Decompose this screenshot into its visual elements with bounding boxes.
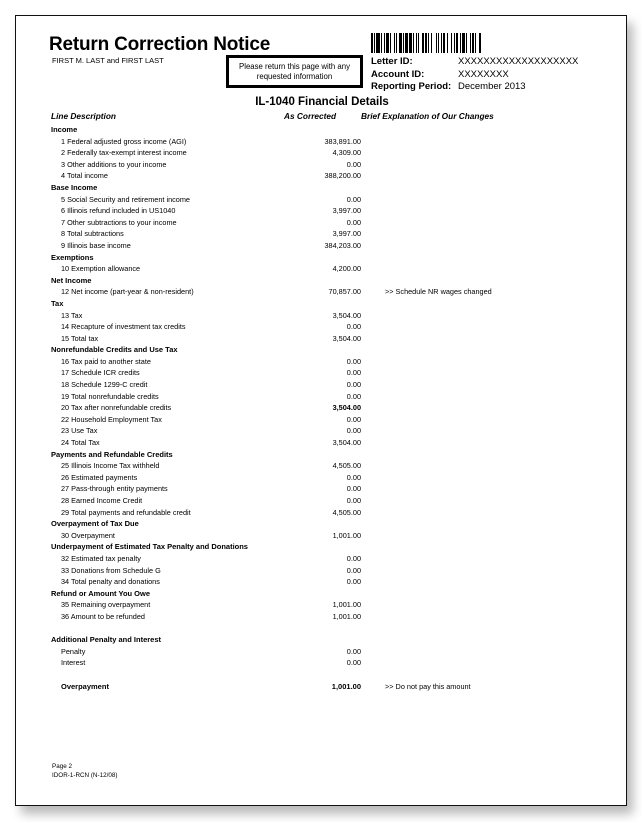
table-row bbox=[51, 159, 611, 171]
line-amount: 0.00 bbox=[346, 368, 361, 378]
reporting-period-value: December 2013 bbox=[458, 81, 526, 92]
section-heading: Nonrefundable Credits and Use Tax bbox=[51, 345, 178, 355]
line-amount: 383,891.00 bbox=[324, 136, 361, 146]
table-row bbox=[51, 507, 611, 519]
table-row bbox=[51, 379, 611, 391]
reporting-period-row bbox=[371, 81, 578, 94]
line-description: 35 Remaining overpayment bbox=[61, 600, 151, 610]
line-amount: 1,001.00 bbox=[332, 530, 361, 540]
line-amount: 0.00 bbox=[346, 565, 361, 575]
line-description: 6 Illinois refund included in US1040 bbox=[61, 206, 176, 216]
line-amount: 4,309.00 bbox=[332, 148, 361, 158]
line-description: 33 Donations from Schedule G bbox=[61, 565, 161, 575]
line-description: 36 Amount to be refunded bbox=[61, 611, 145, 621]
line-amount: 3,997.00 bbox=[332, 206, 361, 216]
line-description: 9 Illinois base income bbox=[61, 240, 131, 250]
line-description: 15 Total tax bbox=[61, 333, 99, 343]
table-row bbox=[51, 565, 611, 577]
table-row bbox=[51, 414, 611, 426]
details-title: IL-1040 Financial Details bbox=[255, 96, 389, 108]
line-explanation bbox=[361, 553, 385, 565]
line-amount: 3,997.00 bbox=[332, 229, 361, 239]
section-heading: Payments and Refundable Credits bbox=[51, 449, 173, 459]
table-row bbox=[51, 321, 611, 333]
section-heading: Net Income bbox=[51, 275, 92, 285]
line-description: 10 Exemption allowance bbox=[61, 264, 141, 274]
table-row bbox=[51, 530, 611, 542]
line-amount: 0.00 bbox=[346, 159, 361, 169]
financial-details-lines bbox=[51, 124, 611, 693]
line-amount: 0.00 bbox=[346, 646, 361, 656]
reporting-period-label: Reporting Period: bbox=[371, 81, 452, 92]
line-amount: 3,504.00 bbox=[332, 310, 361, 320]
table-row bbox=[51, 483, 611, 495]
column-header-explanation: Brief Explanation of Our Changes bbox=[361, 111, 494, 121]
line-explanation bbox=[361, 240, 385, 252]
line-amount: 0.00 bbox=[346, 496, 361, 505]
line-explanation bbox=[361, 228, 385, 240]
line-amount: 0.00 bbox=[346, 380, 361, 390]
line-explanation bbox=[361, 483, 385, 495]
line-description: 20 Tax after nonrefundable credits bbox=[61, 403, 172, 413]
table-row bbox=[51, 495, 611, 507]
summary-row bbox=[51, 681, 611, 693]
table-row bbox=[51, 599, 611, 611]
line-explanation bbox=[361, 205, 385, 217]
line-amount: 0.00 bbox=[346, 356, 361, 366]
table-row bbox=[51, 437, 611, 449]
table-row bbox=[51, 657, 611, 669]
line-explanation bbox=[361, 576, 385, 588]
line-amount: 4,505.00 bbox=[332, 461, 361, 471]
table-row bbox=[51, 205, 611, 217]
line-explanation bbox=[361, 379, 385, 391]
line-description: 19 Total nonrefundable credits bbox=[61, 391, 159, 401]
table-row bbox=[51, 228, 611, 240]
line-description: 25 Illinois Income Tax withheld bbox=[61, 461, 160, 471]
section-heading: Base Income bbox=[51, 182, 98, 192]
section-heading: Exemptions bbox=[51, 252, 94, 262]
table-row bbox=[51, 611, 611, 623]
line-description: 7 Other subtractions to your income bbox=[61, 217, 177, 227]
line-explanation bbox=[361, 263, 385, 275]
line-amount: 0.00 bbox=[346, 577, 361, 587]
table-row bbox=[51, 194, 611, 206]
form-id: IDOR-1-RCN (N-12/08) bbox=[52, 772, 118, 779]
summary-amount: 1,001.00 bbox=[331, 681, 361, 691]
line-amount: 4,505.00 bbox=[332, 507, 361, 517]
letter-id-value: XXXXXXXXXXXXXXXXXXX bbox=[458, 56, 579, 67]
page-footer bbox=[52, 762, 117, 780]
section-heading: Overpayment of Tax Due bbox=[51, 519, 139, 529]
line-amount: 3,504.00 bbox=[332, 438, 361, 448]
line-explanation bbox=[361, 530, 385, 542]
section-heading: Refund or Amount You Owe bbox=[51, 588, 151, 598]
line-amount: 0.00 bbox=[346, 472, 361, 482]
table-row bbox=[51, 136, 611, 148]
line-description: 14 Recapture of investment tax credits bbox=[61, 322, 186, 332]
line-explanation bbox=[361, 402, 385, 414]
line-description: 23 Use Tax bbox=[61, 426, 98, 436]
line-amount: 0.00 bbox=[346, 217, 361, 227]
line-explanation bbox=[361, 170, 385, 182]
line-description: 2 Federally tax-exempt interest income bbox=[61, 148, 187, 158]
line-description: 22 Household Employment Tax bbox=[61, 414, 162, 424]
line-description: 32 Estimated tax penalty bbox=[61, 553, 141, 563]
table-row bbox=[51, 367, 611, 379]
line-explanation bbox=[361, 646, 385, 658]
line-explanation bbox=[361, 472, 385, 484]
line-explanation bbox=[361, 657, 385, 669]
line-explanation bbox=[361, 217, 385, 229]
table-row bbox=[51, 263, 611, 275]
summary-note: >> Do not pay this amount bbox=[385, 681, 471, 691]
line-explanation bbox=[361, 147, 385, 159]
summary-label: Overpayment bbox=[61, 681, 109, 691]
line-explanation bbox=[361, 194, 385, 206]
line-amount: 384,203.00 bbox=[324, 240, 361, 250]
line-amount: 0.00 bbox=[346, 426, 361, 436]
line-amount: 0.00 bbox=[346, 658, 361, 668]
table-row bbox=[51, 576, 611, 588]
line-description: Penalty bbox=[61, 646, 86, 656]
line-amount: 0.00 bbox=[346, 194, 361, 204]
table-row bbox=[51, 333, 611, 345]
letter-id-label: Letter ID: bbox=[371, 56, 413, 67]
line-explanation bbox=[361, 460, 385, 472]
line-description: 5 Social Security and retirement income bbox=[61, 194, 190, 204]
line-amount: 70,857.00 bbox=[328, 287, 361, 297]
line-amount: 0.00 bbox=[346, 553, 361, 563]
line-amount: 1,001.00 bbox=[332, 600, 361, 610]
line-explanation bbox=[361, 425, 385, 437]
table-row bbox=[51, 391, 611, 403]
line-explanation: >> Schedule NR wages changed bbox=[385, 287, 492, 297]
line-amount: 1,001.00 bbox=[332, 611, 361, 621]
line-amount: 388,200.00 bbox=[324, 171, 361, 181]
spacer bbox=[51, 623, 611, 635]
line-explanation bbox=[361, 367, 385, 379]
letter-id-row bbox=[371, 56, 578, 69]
line-amount: 0.00 bbox=[346, 484, 361, 494]
table-row bbox=[51, 170, 611, 182]
notice-page bbox=[15, 15, 627, 806]
line-description: 4 Total income bbox=[61, 171, 108, 181]
line-description: 8 Total subtractions bbox=[61, 229, 124, 239]
line-description: 34 Total penalty and donations bbox=[61, 577, 160, 587]
line-description: 13 Tax bbox=[61, 310, 83, 320]
table-row bbox=[51, 472, 611, 484]
table-row bbox=[51, 646, 611, 658]
line-explanation bbox=[361, 507, 385, 519]
account-id-label: Account ID: bbox=[371, 68, 425, 80]
account-id-row bbox=[371, 69, 578, 82]
line-explanation bbox=[361, 310, 385, 322]
line-amount: 0.00 bbox=[346, 322, 361, 332]
barcode-bar bbox=[481, 33, 482, 53]
line-description: 16 Tax paid to another state bbox=[61, 356, 151, 366]
line-explanation bbox=[361, 437, 385, 449]
column-header-line-description: Line Description bbox=[51, 111, 117, 121]
table-row bbox=[51, 217, 611, 229]
line-description: 28 Earned Income Credit bbox=[61, 496, 143, 505]
table-row bbox=[51, 240, 611, 252]
table-row bbox=[51, 553, 611, 565]
table-row bbox=[51, 425, 611, 437]
line-description: 24 Total Tax bbox=[61, 438, 100, 448]
line-explanation bbox=[361, 321, 385, 333]
return-instructions-box: Please return this page with any requested information bbox=[226, 55, 363, 88]
section-heading: Income bbox=[51, 125, 78, 134]
table-row bbox=[51, 147, 611, 159]
line-explanation bbox=[361, 495, 385, 507]
line-explanation bbox=[361, 611, 385, 623]
table-row bbox=[51, 402, 611, 414]
barcode-icon bbox=[371, 33, 539, 53]
line-explanation bbox=[361, 333, 385, 345]
line-description: 27 Pass-through entity payments bbox=[61, 484, 168, 494]
table-row bbox=[51, 460, 611, 472]
line-explanation bbox=[361, 565, 385, 577]
page-title: Return Correction Notice bbox=[49, 34, 271, 55]
line-amount: 0.00 bbox=[346, 414, 361, 424]
letter-metadata bbox=[371, 56, 578, 94]
line-amount: 3,504.00 bbox=[332, 333, 361, 343]
column-header-as-corrected: As Corrected bbox=[284, 111, 337, 121]
line-description: 3 Other additions to your income bbox=[61, 159, 167, 169]
line-explanation bbox=[361, 414, 385, 426]
table-row bbox=[51, 310, 611, 322]
line-description: 18 Schedule 1299-C credit bbox=[61, 380, 148, 390]
line-explanation bbox=[361, 391, 385, 403]
line-explanation bbox=[361, 159, 385, 171]
line-description: 30 Overpayment bbox=[61, 530, 115, 540]
line-description: 26 Estimated payments bbox=[61, 472, 138, 482]
line-amount: 0.00 bbox=[346, 391, 361, 401]
section-heading: Underpayment of Estimated Tax Penalty and Donations bbox=[51, 542, 248, 552]
line-description: 17 Schedule ICR credits bbox=[61, 368, 140, 378]
line-amount: 4,200.00 bbox=[332, 264, 361, 274]
line-explanation bbox=[361, 136, 385, 148]
table-row bbox=[51, 356, 611, 368]
line-description: Interest bbox=[61, 658, 86, 668]
account-id-value: XXXXXXXX bbox=[458, 68, 509, 80]
line-description: 29 Total payments and refundable credit bbox=[61, 507, 191, 517]
table-row bbox=[51, 286, 611, 298]
line-explanation bbox=[361, 356, 385, 368]
line-amount: 3,504.00 bbox=[332, 403, 361, 413]
section-heading: Additional Penalty and Interest bbox=[51, 635, 162, 645]
line-explanation bbox=[361, 599, 385, 611]
line-description: 12 Net income (part-year & non-resident) bbox=[61, 287, 194, 297]
section-heading: Tax bbox=[51, 298, 64, 308]
spacer bbox=[51, 669, 611, 681]
taxpayer-name: FIRST M. LAST and FIRST LAST bbox=[52, 56, 164, 65]
page-number: Page 2 bbox=[52, 763, 72, 770]
line-description: 1 Federal adjusted gross income (AGI) bbox=[61, 136, 187, 146]
